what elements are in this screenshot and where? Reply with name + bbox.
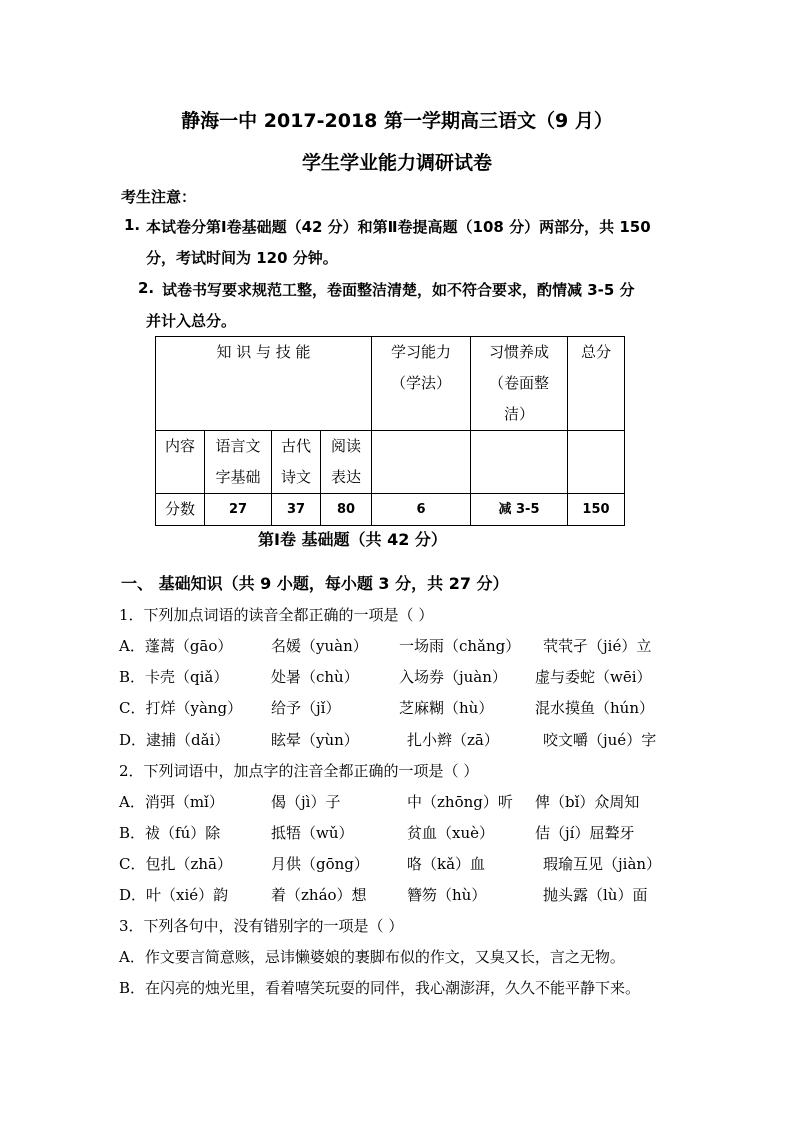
section1-title: 一、 基础知识（共 9 小题，每小题 3 分，共 27 分） — [121, 574, 509, 593]
q2-optD-1: D．叶（xié）韵 — [119, 886, 229, 904]
q2-optD-4: 抛头露（lù）面 — [543, 886, 648, 904]
q2-optA-2: 偈（jì）子 — [271, 793, 341, 811]
q1-optD-4: 咬文嚼（jué）字 — [543, 731, 657, 749]
q2-optA-4: 俾（bǐ）众周知 — [535, 793, 640, 811]
empty-cell — [372, 431, 471, 494]
q1-optA-3: 一场雨（chǎng） — [399, 637, 521, 655]
q1-optC-2: 给予（jǐ） — [271, 699, 341, 717]
q2-optB-4: 佶（jí）屈聱牙 — [535, 824, 635, 842]
q2-optB-1: B．祓（fú）除 — [119, 824, 221, 842]
q2-optC-1: C．包扎（zhā） — [119, 855, 232, 873]
empty-cell — [471, 431, 568, 494]
q1-optA-2: 名媛（yuàn） — [271, 637, 368, 655]
q1-optC-1: C．打烊（yàng） — [119, 699, 243, 717]
score-habit: 减 3-5 — [471, 494, 568, 526]
q2-optD-3: 簪笏（hù） — [407, 886, 487, 904]
exam-title-line2: 学生学业能力调研试卷 — [301, 152, 492, 174]
note-1-num: 1. — [124, 216, 141, 234]
q2-stem: 2．下列词语中，加点字的注音全都正确的一项是（ ） — [119, 762, 479, 780]
header-knowledge: 知 识 与 技 能 — [156, 337, 372, 431]
notice-label: 考生注意： — [121, 188, 197, 206]
q3-optB: B．在闪亮的烛光里，看着嘻笑玩耍的同伴，我心潮澎湃，久久不能平静下来。 — [119, 979, 641, 997]
note-2-line1: 试卷书写要求规范工整，卷面整洁清楚，如不符合要求，酌情减 3-5 分 — [162, 281, 635, 299]
category-poetry: 古代 诗文 — [272, 431, 321, 494]
q3-stem: 3．下列各句中，没有错别字的一项是（ ） — [119, 917, 404, 935]
category-language: 语言文 字基础 — [205, 431, 272, 494]
q1-optB-3: 入场券（juàn） — [399, 668, 507, 686]
q1-optC-4: 混水摸鱼（hún） — [535, 699, 654, 717]
q1-optB-2: 处暑（chù） — [271, 668, 359, 686]
note-2-line2: 并计入总分。 — [146, 312, 237, 330]
exam-title-line1: 静海一中 2017-2018 第一学期高三语文（9 月） — [181, 110, 613, 132]
q1-optB-4: 虚与委蛇（wēi） — [535, 668, 652, 686]
q1-optB-1: B．卡壳（qiǎ） — [119, 668, 229, 686]
score-poetry: 37 — [272, 494, 321, 526]
q2-optD-2: 着（zháo）想 — [271, 886, 367, 904]
score-label: 分数 — [156, 494, 205, 526]
note-2-num: 2. — [138, 279, 155, 297]
header-habit: 习惯养成 （卷面整 洁） — [471, 337, 568, 431]
q3-optA: A．作文要言简意赅，忌讳懒婆娘的裹脚布似的作文，又臭又长，言之无物。 — [119, 948, 625, 966]
content-label: 内容 — [156, 431, 205, 494]
q2-optB-3: 贫血（xuè） — [407, 824, 494, 842]
q2-optB-2: 抵牾（wǔ） — [271, 824, 354, 842]
q1-optD-2: 眩晕（yùn） — [271, 731, 359, 749]
part1-title: 第Ⅰ卷 基础题（共 42 分） — [258, 530, 447, 549]
q1-optD-1: D．逮捕（dǎi） — [119, 731, 230, 749]
q1-stem: 1．下列加点词语的读音全都正确的一项是（ ） — [119, 606, 434, 624]
q2-optC-3: 咯（kǎ）血 — [407, 855, 486, 873]
q1-optA-4: 茕茕孑（jié）立 — [543, 637, 652, 655]
header-total: 总分 — [568, 337, 625, 431]
score-language: 27 — [205, 494, 272, 526]
score-ability: 6 — [372, 494, 471, 526]
note-1-line2: 分，考试时间为 120 分钟。 — [146, 249, 338, 267]
category-reading: 阅读 表达 — [321, 431, 372, 494]
q1-optA-1: A．蓬蒿（gāo） — [119, 637, 233, 655]
header-ability: 学习能力 （学法） — [372, 337, 471, 431]
q2-optC-4: 瑕瑜互见（jiàn） — [543, 855, 662, 873]
q1-optD-3: 扎小辫（zā） — [407, 731, 499, 749]
q1-optC-3: 芝麻糊（hù） — [399, 699, 494, 717]
q2-optC-2: 月供（gōng） — [271, 855, 369, 873]
note-1-line1: 本试卷分第Ⅰ卷基础题（42 分）和第Ⅱ卷提高题（108 分）两部分，共 150 — [146, 218, 651, 236]
q2-optA-1: A．消弭（mǐ） — [119, 793, 224, 811]
score-table — [155, 336, 625, 526]
q2-optA-3: 中（zhōng）听 — [407, 793, 513, 811]
empty-cell — [568, 431, 625, 494]
score-total: 150 — [568, 494, 625, 526]
score-reading: 80 — [321, 494, 372, 526]
